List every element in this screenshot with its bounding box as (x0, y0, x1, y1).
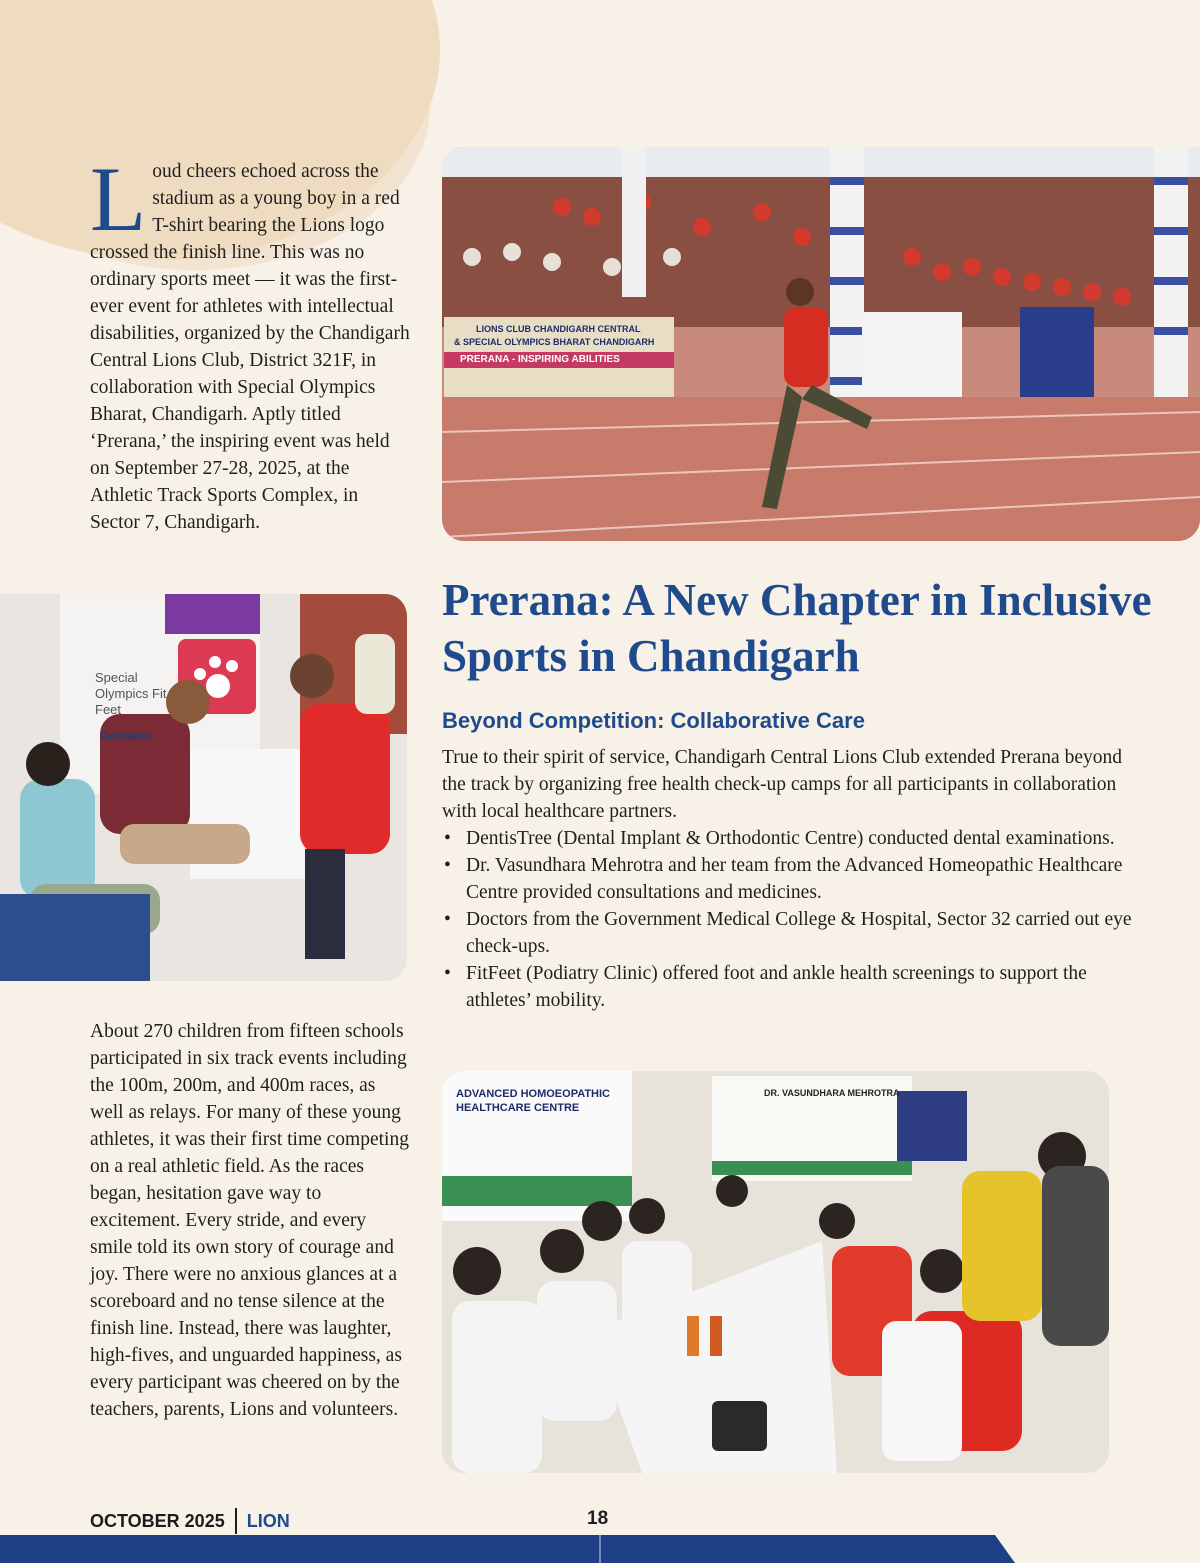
partner-item: • FitFeet (Podiatry Clinic) offered foot and ankle health screenings to support the athletes’ mobility. (466, 960, 1132, 1014)
page-number: 18 (587, 1508, 609, 1529)
issue-date: OCTOBER 2025 (90, 1510, 225, 1531)
drop-cap: L (90, 148, 147, 250)
stadium-banner-line-2: & SPECIAL OLYMPICS BHARAT CHANDIGARH (454, 337, 655, 347)
fitfeet-sign-text: Special Olympics Fit Feet (95, 670, 167, 717)
camp-banner-line-1: ADVANCED HOMOEOPATHIC HEALTHCARE CENTRE (456, 1088, 610, 1114)
health-camp-photo (442, 1071, 1109, 1473)
camp-banner-line-2: DR. VASUNDHARA MEHROTRA (764, 1088, 900, 1098)
footer-issue (90, 1508, 290, 1534)
track-events-paragraph: About 270 children from fifteen schools participated in six track events including the 100m, 200m, and 400m races, as well as relays. For many of these young athletes, it was their first time competing on a real athletic field. As the races began, hesitation gave way to excitement. Every stride, and every smile told its own story of courage and joy. There were no anxious glances at a scoreboard and no tense silence at the finish line. Instead, there was laughter, high-fives, and unguarded happiness, as every participant was cheered on by the teachers, parents, Lions and volunteers. (90, 1021, 409, 1420)
fitfeet-clinic-photo (0, 594, 407, 981)
stadium-photo (442, 147, 1200, 541)
partner-item: • Doctors from the Government Medical College & Hospital, Sector 32 carried out eye check-ups. (466, 906, 1132, 960)
stadium-banner-line-3: PRERANA - INSPIRING ABILITIES (460, 354, 620, 365)
article-title: Prerana: A New Chapter in Inclusive Sports in Chandigarh (442, 575, 1152, 681)
lead-paragraph: True to their spirit of service, Chandigarh Central Lions Club extended Prerana beyond the track by organizing free health check-up camps for all participants in collaboration with local healthcare partners. (442, 747, 1122, 822)
stadium-banner-line-1: LIONS CLUB CHANDIGARH CENTRAL (476, 324, 641, 334)
section-subhead: Beyond Competition: Collaborative Care (442, 708, 865, 733)
intro-paragraph (90, 148, 410, 536)
intro-text: oud cheers echoed across the stadium as a young boy in a red T-shirt bearing the Lions logo crossed the finish line. This was no ordinary sports meet — it was the first-ever event for athletes with intellectual disabilities, organized by the Chandigarh Central Lions Club, District 321F, in collaboration with Special Olympics Bharat, Chandigarh. Aptly titled ‘Prerana,’ the inspiring event was held on September 27-28, 2025, at the Athletic Track Sports Complex, in Sector 7, Chandigarh. (90, 161, 410, 533)
fitfeet-sponsor-text: Golisano (100, 729, 152, 743)
health-camp-text (442, 744, 1132, 1014)
partner-list (442, 825, 1132, 1014)
partner-item: • DentisTree (Dental Implant & Orthodontic Centre) conducted dental examinations. (466, 825, 1132, 852)
bottom-bar (0, 1535, 1200, 1563)
footer-divider (235, 1508, 237, 1534)
partner-item: • Dr. Vasundhara Mehrotra and her team from the Advanced Homeopathic Healthcare Centre provided consultations and medicines. (466, 852, 1132, 906)
magazine-name: LION (246, 1510, 290, 1531)
